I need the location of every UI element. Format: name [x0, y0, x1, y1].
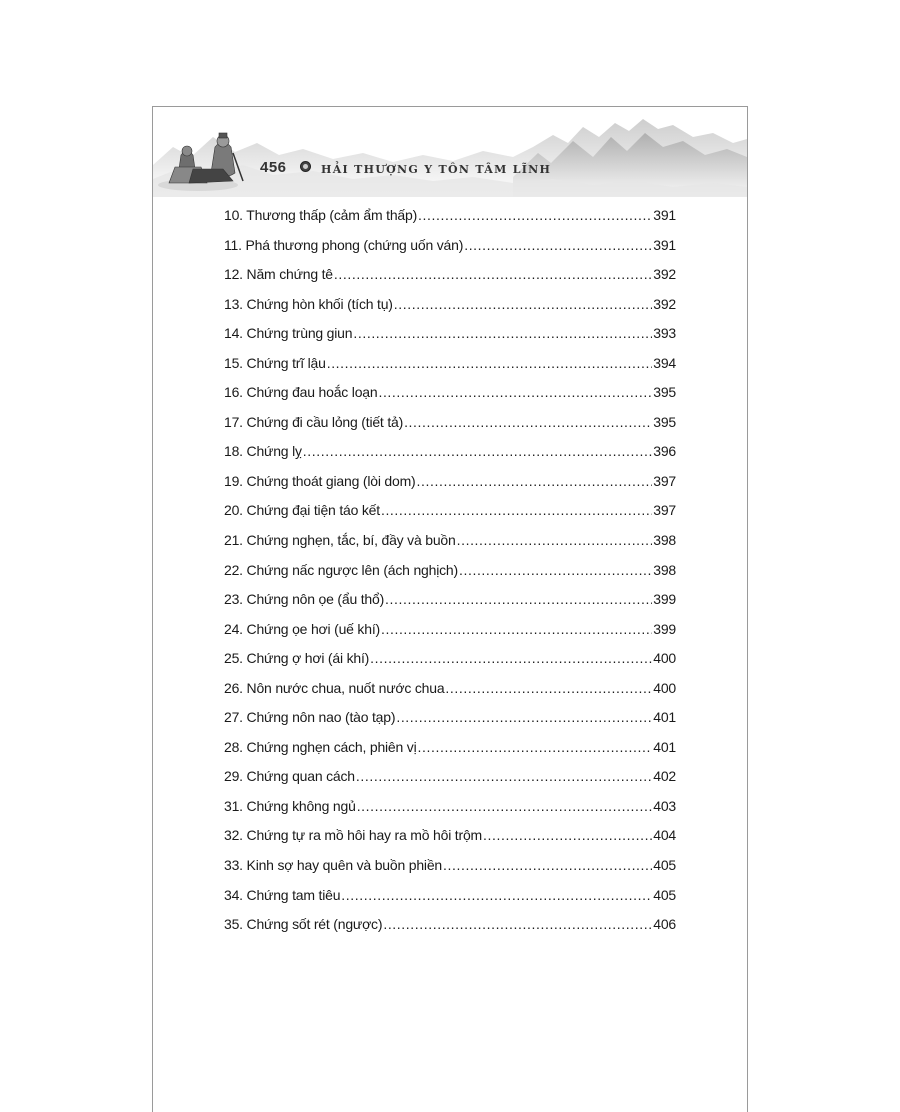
- toc-entry-page-number: 399: [653, 591, 676, 608]
- toc-entry-title: 26. Nôn nước chua, nuốt nước chua: [224, 679, 445, 696]
- toc-entry-title: 17. Chứng đi cầu lỏng (tiết tả): [224, 413, 404, 430]
- dot-leader: [381, 502, 652, 518]
- toc-entry-title: 35. Chứng sốt rét (ngược): [224, 916, 383, 933]
- toc-entry-page-number: 401: [653, 709, 676, 726]
- toc-entry-page-number: 400: [653, 650, 676, 667]
- toc-entry-page-number: 397: [653, 472, 676, 489]
- toc-entry[interactable]: [224, 857, 676, 887]
- toc-entry-title: 28. Chứng nghẹn cách, phiên vị: [224, 738, 417, 755]
- toc-entry-page-number: 397: [653, 502, 676, 519]
- toc-entry-title: 31. Chứng không ngủ: [224, 797, 356, 814]
- toc-entry-page-number: 398: [653, 561, 676, 578]
- toc-entry[interactable]: [224, 207, 676, 237]
- toc-entry[interactable]: [224, 296, 676, 326]
- toc-entry-title: 34. Chứng tam tiêu: [224, 886, 341, 903]
- toc-entry[interactable]: [224, 237, 676, 267]
- toc-entry-title: 24. Chứng ọe hơi (uế khí): [224, 620, 380, 637]
- toc-entry-page-number: 401: [653, 738, 676, 755]
- toc-entry-page-number: 406: [653, 916, 676, 933]
- toc-entry[interactable]: [224, 502, 676, 532]
- toc-entry-page-number: 405: [653, 857, 676, 874]
- dot-leader: [356, 768, 652, 784]
- toc-entry-page-number: 404: [653, 827, 676, 844]
- toc-entry[interactable]: [224, 562, 676, 592]
- toc-entry[interactable]: [224, 591, 676, 621]
- toc-entry-page-number: 398: [653, 532, 676, 549]
- toc-entry-title: 19. Chứng thoát giang (lòi dom): [224, 472, 416, 489]
- page-header: [153, 107, 747, 197]
- dot-leader: [457, 532, 653, 548]
- toc-entry[interactable]: [224, 325, 676, 355]
- dot-leader: [353, 325, 652, 341]
- running-title: HẢI THƯỢNG Y TÔN TÂM LĨNH: [321, 163, 552, 176]
- toc-entry-title: 33. Kinh sợ hay quên và buồn phiền: [224, 857, 442, 874]
- dot-leader: [443, 857, 652, 873]
- toc-entry-title: 11. Phá thương phong (chứng uốn ván): [224, 236, 464, 253]
- dot-leader: [378, 384, 652, 400]
- toc-entry-page-number: 396: [653, 443, 676, 460]
- dot-leader: [445, 680, 652, 696]
- dot-leader: [459, 562, 652, 578]
- dot-leader: [303, 443, 652, 459]
- toc-entry-page-number: 391: [653, 236, 676, 253]
- toc-entry-page-number: 392: [653, 295, 676, 312]
- toc-entry-title: 29. Chứng quan cách: [224, 768, 355, 785]
- table-of-contents: [224, 207, 676, 946]
- dot-leader: [381, 621, 652, 637]
- dot-leader: [327, 355, 653, 371]
- toc-entry[interactable]: [224, 798, 676, 828]
- toc-entry-title: 20. Chứng đại tiện táo kết: [224, 502, 380, 519]
- page-number: 456: [260, 159, 287, 176]
- toc-entry-page-number: 392: [653, 266, 676, 283]
- toc-entry-title: 15. Chứng trĩ lậu: [224, 354, 326, 371]
- dot-leader: [418, 739, 653, 755]
- mountain-scholars-illustration: [153, 107, 747, 197]
- dot-leader: [383, 916, 652, 932]
- toc-entry-page-number: 402: [653, 768, 676, 785]
- toc-entry-title: 14. Chứng trùng giun: [224, 325, 353, 342]
- dot-leader: [404, 414, 652, 430]
- dot-leader: [417, 473, 653, 489]
- dot-leader: [483, 827, 652, 843]
- dot-leader: [357, 798, 653, 814]
- dot-leader: [418, 207, 652, 223]
- toc-entry-title: 16. Chứng đau hoắc loạn: [224, 384, 378, 401]
- toc-entry-title: 32. Chứng tự ra mồ hôi hay ra mồ hôi trộm: [224, 827, 482, 844]
- toc-entry[interactable]: [224, 443, 676, 473]
- toc-entry[interactable]: [224, 827, 676, 857]
- toc-entry[interactable]: [224, 414, 676, 444]
- toc-entry[interactable]: [224, 709, 676, 739]
- toc-entry[interactable]: [224, 916, 676, 946]
- toc-entry-page-number: 399: [653, 620, 676, 637]
- toc-entry[interactable]: [224, 473, 676, 503]
- book-page: [152, 106, 748, 1112]
- toc-entry[interactable]: [224, 650, 676, 680]
- toc-entry-title: 21. Chứng nghẹn, tắc, bí, đầy và buồn: [224, 532, 456, 549]
- toc-entry-title: 13. Chứng hòn khối (tích tụ): [224, 295, 393, 312]
- toc-entry-title: 10. Thương thấp (cảm ẩm thấp): [224, 207, 418, 223]
- dot-leader: [385, 591, 652, 607]
- toc-entry[interactable]: [224, 680, 676, 710]
- toc-entry-page-number: 395: [653, 413, 676, 430]
- toc-entry[interactable]: [224, 384, 676, 414]
- toc-entry-page-number: 405: [653, 886, 676, 903]
- toc-entry-page-number: 391: [653, 207, 676, 223]
- toc-entry[interactable]: [224, 887, 676, 917]
- dot-leader: [464, 237, 652, 253]
- dot-leader: [394, 296, 652, 312]
- toc-entry-title: 18. Chứng lỵ: [224, 443, 302, 460]
- toc-entry[interactable]: [224, 621, 676, 651]
- circle-ornament-icon: [300, 161, 311, 172]
- toc-entry[interactable]: [224, 739, 676, 769]
- toc-entry[interactable]: [224, 266, 676, 296]
- toc-entry[interactable]: [224, 768, 676, 798]
- toc-entry-page-number: 395: [653, 384, 676, 401]
- toc-entry-page-number: 403: [653, 797, 676, 814]
- toc-entry[interactable]: [224, 532, 676, 562]
- toc-entry-page-number: 400: [653, 679, 676, 696]
- toc-entry-page-number: 394: [653, 354, 676, 371]
- toc-entry-page-number: 393: [653, 325, 676, 342]
- toc-entry-title: 23. Chứng nôn ọe (ẩu thổ): [224, 591, 385, 608]
- dot-leader: [396, 709, 652, 725]
- toc-entry-title: 25. Chứng ợ hơi (ái khí): [224, 650, 370, 667]
- dot-leader: [370, 650, 652, 666]
- toc-entry-title: 22. Chứng nấc ngược lên (ách nghịch): [224, 561, 458, 578]
- toc-entry-title: 27. Chứng nôn nao (tào tạp): [224, 709, 396, 726]
- toc-entry[interactable]: [224, 355, 676, 385]
- toc-entry-title: 12. Năm chứng tê: [224, 266, 333, 283]
- dot-leader: [341, 887, 652, 903]
- dot-leader: [334, 266, 652, 282]
